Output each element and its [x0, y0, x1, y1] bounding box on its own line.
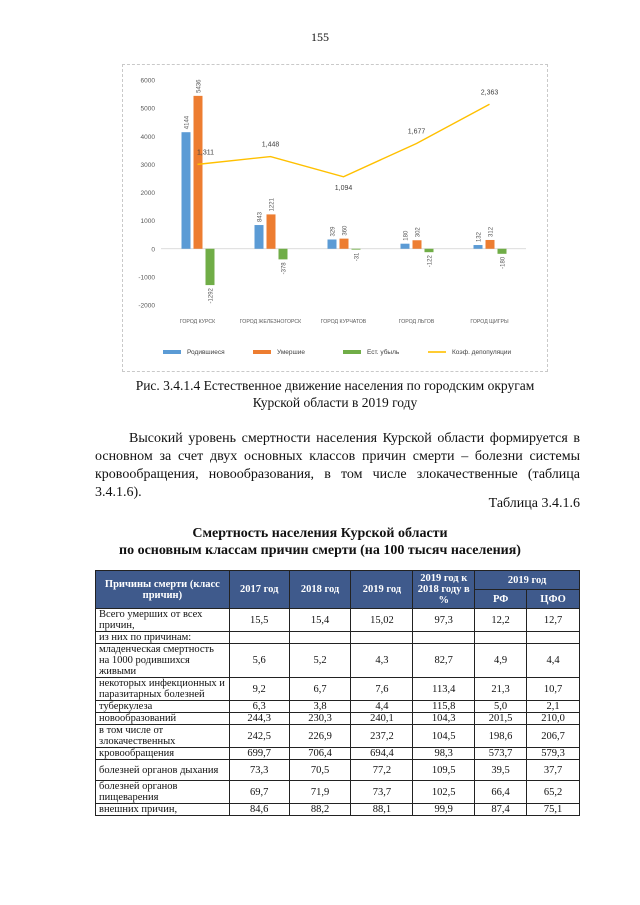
cell-rf: 39,5 [475, 760, 527, 781]
cell-y2019: 240,1 [351, 713, 413, 725]
y-tick-label: 1000 [140, 218, 155, 226]
header-rf: РФ [475, 590, 527, 609]
bar-data-label: -1292 [208, 288, 215, 304]
cell-cause: внешних причин, [96, 804, 230, 816]
bar-data-label: 132 [476, 232, 483, 243]
table-row [96, 713, 580, 725]
y-tick-label: -1000 [138, 274, 155, 282]
cell-cfo: 10,7 [527, 678, 580, 701]
cell-y2017: 73,3 [229, 760, 289, 781]
cell-cause: болезней органов пищеварения [96, 781, 230, 804]
cell-cfo: 65,2 [527, 781, 580, 804]
cell-pct: 104,5 [413, 725, 475, 748]
mortality-table [95, 570, 580, 816]
bar-data-label: 4144 [184, 115, 191, 130]
header-pct: 2019 год к 2018 году в % [413, 571, 475, 609]
cell-cause: некоторых инфекционных и паразитарных болезней [96, 678, 230, 701]
cell-y2019: 88,1 [351, 804, 413, 816]
line-data-label: 1,448 [261, 141, 280, 149]
cell-rf [475, 632, 527, 644]
cell-cfo [527, 632, 580, 644]
chart-frame [122, 64, 548, 372]
cell-pct [413, 632, 475, 644]
cell-cfo: 75,1 [527, 804, 580, 816]
header-2018: 2018 год [289, 571, 351, 609]
legend-label: Умершие [277, 349, 305, 356]
bar-data-label: -31 [354, 252, 361, 262]
table-label: Таблица 3.4.1.6 [488, 496, 580, 511]
cell-y2017: 15,5 [229, 609, 289, 632]
cell-y2018: 6,7 [289, 678, 351, 701]
cell-y2019: 694,4 [351, 748, 413, 760]
legend-label: Коэф. депопуляции [452, 349, 512, 356]
bar-births [474, 245, 483, 249]
y-tick-label: -2000 [138, 302, 155, 310]
cell-y2019 [351, 632, 413, 644]
legend-swatch [428, 351, 446, 353]
cell-rf: 201,5 [475, 713, 527, 725]
cell-y2017: 5,6 [229, 644, 289, 678]
bar-births [255, 225, 264, 249]
legend-swatch [163, 350, 181, 354]
bar-natural-decline [498, 249, 507, 254]
bar-data-label: 360 [342, 225, 349, 236]
cell-y2019: 77,2 [351, 760, 413, 781]
cell-y2018: 5,2 [289, 644, 351, 678]
bar-natural-decline [425, 249, 434, 252]
bar-data-label: -122 [427, 255, 434, 268]
cell-y2019: 4,4 [351, 701, 413, 713]
depopulation-line [198, 104, 490, 177]
cell-pct: 104,3 [413, 713, 475, 725]
bar-data-label: 329 [330, 226, 337, 237]
cell-y2019: 237,2 [351, 725, 413, 748]
header-2019-group: 2019 год [475, 571, 580, 590]
table-body [96, 609, 580, 816]
cell-y2018: 88,2 [289, 804, 351, 816]
bar-deaths [267, 214, 276, 248]
y-tick-label: 2000 [140, 190, 155, 197]
cell-y2017: 244,3 [229, 713, 289, 725]
line-data-label: 1,094 [334, 184, 353, 192]
cell-rf: 21,3 [475, 678, 527, 701]
x-tick-label: ГОРОД ЩИГРЫ [470, 319, 509, 325]
bar-deaths [413, 240, 422, 248]
cell-cfo: 37,7 [527, 760, 580, 781]
cell-y2018: 230,3 [289, 713, 351, 725]
table-row [96, 701, 580, 713]
y-tick-label: 5000 [140, 105, 155, 113]
cell-y2017: 242,5 [229, 725, 289, 748]
cell-y2017: 84,6 [229, 804, 289, 816]
figure-caption [70, 377, 600, 411]
figure-caption-line2: Курской области в 2019 году [252, 395, 418, 410]
bar-data-label: 312 [488, 226, 495, 237]
legend-label: Родившиеся [187, 349, 225, 356]
cell-y2017: 9,2 [229, 678, 289, 701]
table-row [96, 609, 580, 632]
cell-cfo: 206,7 [527, 725, 580, 748]
x-tick-label: ГОРОД ЛЬГОВ [398, 319, 435, 325]
cell-rf: 198,6 [475, 725, 527, 748]
body-paragraph-text: Высокий уровень смертности населения Курской области формируется в основном за счет двух основных классов причин смерти – болезни системы кровообращения, новообразования, в том числе злокачественные (таблица 3.4.1.6). [95, 431, 580, 500]
table-row [96, 678, 580, 701]
page-number: 155 [311, 30, 329, 44]
cell-cfo: 2,1 [527, 701, 580, 713]
cell-cfo: 579,3 [527, 748, 580, 760]
cell-y2019: 7,6 [351, 678, 413, 701]
table-row [96, 748, 580, 760]
table-title [60, 525, 580, 559]
cell-rf: 4,9 [475, 644, 527, 678]
cell-y2019: 15,02 [351, 609, 413, 632]
y-tick-label: 3000 [140, 161, 155, 169]
header-cause: Причины смерти (класс причин) [96, 571, 230, 609]
bar-data-label: 1221 [269, 198, 276, 212]
header-2019: 2019 год [351, 571, 413, 609]
cell-pct: 98,3 [413, 748, 475, 760]
cell-pct: 97,3 [413, 609, 475, 632]
line-data-label: 1,311 [197, 149, 214, 157]
cell-y2019: 4,3 [351, 644, 413, 678]
cell-y2018: 3,8 [289, 701, 351, 713]
x-tick-label: ГОРОД КУРЧАТОВ [320, 319, 367, 325]
cell-pct: 115,8 [413, 701, 475, 713]
bar-births [328, 239, 337, 248]
cell-y2018: 15,4 [289, 609, 351, 632]
cell-rf: 573,7 [475, 748, 527, 760]
natural-movement-chart [123, 65, 549, 373]
cell-cause: кровообращения [96, 748, 230, 760]
body-paragraph [95, 430, 580, 502]
cell-y2018: 71,9 [289, 781, 351, 804]
figure-caption-line1: Рис. 3.4.1.4 Естественное движение населения по городским округам [135, 378, 535, 393]
cell-y2017: 699,7 [229, 748, 289, 760]
bar-deaths [194, 96, 203, 249]
cell-rf: 87,4 [475, 804, 527, 816]
table-row [96, 644, 580, 678]
table-row [96, 804, 580, 816]
cell-y2019: 73,7 [351, 781, 413, 804]
cell-y2017: 69,7 [229, 781, 289, 804]
cell-cause: туберкулеза [96, 701, 230, 713]
legend-swatch [253, 350, 271, 354]
bar-births [182, 132, 191, 249]
x-tick-label: ГОРОД КУРСК [179, 319, 216, 325]
bar-data-label: 302 [415, 227, 422, 238]
cell-rf: 12,2 [475, 609, 527, 632]
bar-natural-decline [352, 249, 361, 250]
bar-deaths [340, 239, 349, 249]
cell-cfo: 12,7 [527, 609, 580, 632]
cell-cause: болезней органов дыхания [96, 760, 230, 781]
cell-rf: 5,0 [475, 701, 527, 713]
bar-data-label: -180 [500, 256, 507, 269]
legend-swatch [343, 350, 361, 354]
cell-pct: 99,9 [413, 804, 475, 816]
bar-deaths [486, 240, 495, 249]
cell-cause: младенческая смертность на 1000 родившихся живыми [96, 644, 230, 678]
cell-pct: 113,4 [413, 678, 475, 701]
cell-pct: 109,5 [413, 760, 475, 781]
y-tick-label: 4000 [140, 133, 155, 141]
header-cfo: ЦФО [527, 590, 580, 609]
cell-pct: 82,7 [413, 644, 475, 678]
header-2017: 2017 год [229, 571, 289, 609]
cell-y2018: 706,4 [289, 748, 351, 760]
bar-data-label: 843 [257, 212, 264, 223]
bar-data-label: 180 [403, 230, 410, 241]
cell-y2018: 226,9 [289, 725, 351, 748]
table-title-line2: по основным классам причин смерти (на 100 тысяч населения) [119, 543, 521, 558]
cell-cause: из них по причинам: [96, 632, 230, 644]
cell-cfo: 210,0 [527, 713, 580, 725]
cell-y2018 [289, 632, 351, 644]
y-tick-label: 0 [151, 246, 155, 254]
cell-cfo: 4,4 [527, 644, 580, 678]
table-row [96, 725, 580, 748]
cell-pct: 102,5 [413, 781, 475, 804]
table-row [96, 781, 580, 804]
x-tick-label: ГОРОД ЖЕЛЕЗНОГОРСК [239, 319, 302, 325]
cell-cause: в том числе от злокачественных [96, 725, 230, 748]
bar-natural-decline [206, 249, 215, 285]
line-data-label: 1,677 [407, 128, 426, 136]
cell-rf: 66,4 [475, 781, 527, 804]
bar-births [401, 244, 410, 249]
legend-label: Ест. убыль [367, 349, 400, 356]
table-row [96, 760, 580, 781]
bar-data-label: 5436 [196, 79, 203, 93]
cell-y2017: 6,3 [229, 701, 289, 713]
table-row [96, 632, 580, 644]
table-title-line1: Смертность населения Курской области [192, 526, 448, 541]
cell-y2017 [229, 632, 289, 644]
cell-cause: Всего умерших от всех причин, [96, 609, 230, 632]
line-data-label: 2,363 [480, 89, 499, 97]
bar-data-label: -378 [281, 262, 288, 275]
cell-y2018: 70,5 [289, 760, 351, 781]
cell-cause: новообразований [96, 713, 230, 725]
y-tick-label: 6000 [140, 77, 155, 85]
bar-natural-decline [279, 249, 288, 260]
